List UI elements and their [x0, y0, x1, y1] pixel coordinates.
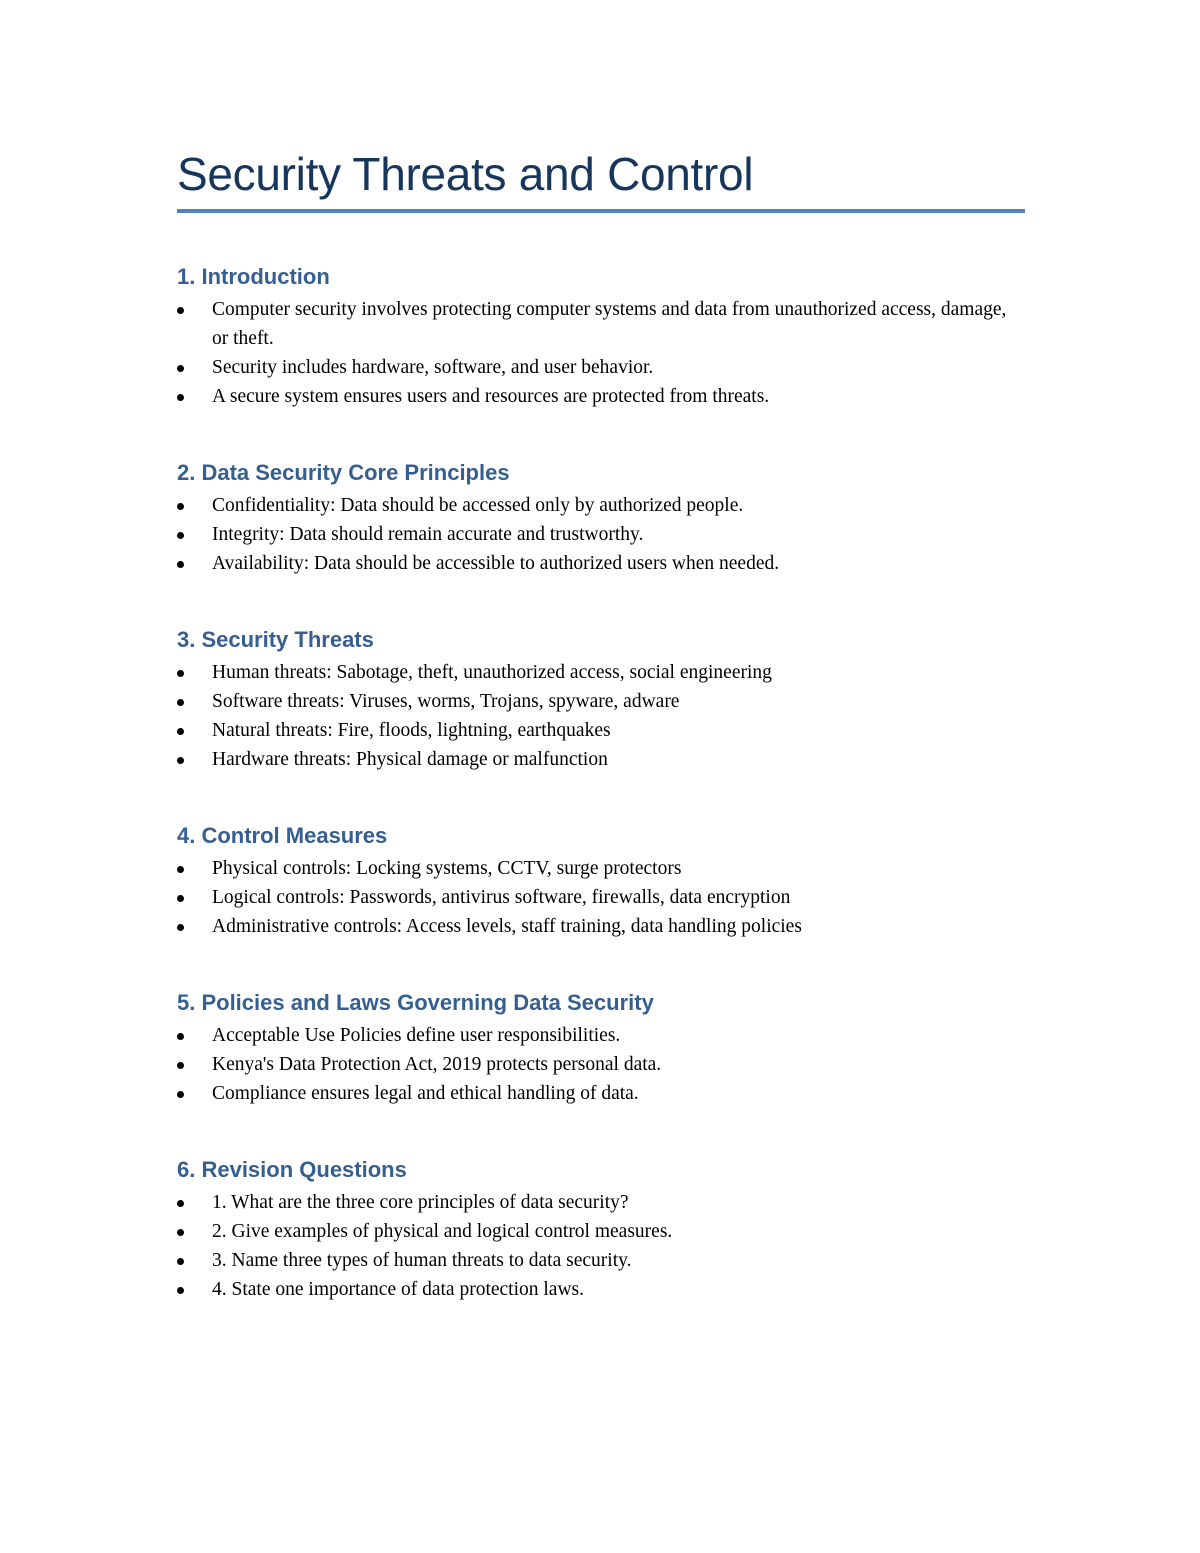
list-item-text: 4. State one importance of data protection laws. [212, 1279, 585, 1300]
bullet-icon [177, 1287, 184, 1294]
list-item-text: Security includes hardware, software, and user behavior. [212, 357, 654, 378]
list-item [177, 1275, 1025, 1304]
list-item [177, 745, 1025, 774]
list-item-text: 3. Name three types of human threats to data security. [212, 1250, 632, 1271]
list-item [177, 491, 1025, 520]
bullet-icon [177, 1091, 184, 1098]
section-heading: 5. Policies and Laws Governing Data Security [177, 990, 654, 1015]
list-item-text: Human threats: Sabotage, theft, unauthorized access, social engineering [212, 662, 772, 683]
list-item [177, 687, 1025, 716]
list-item [177, 1079, 1025, 1108]
list-item-text: Computer security involves protecting computer systems and data from unauthorized access, damage, or theft. [212, 299, 1007, 349]
bullet-list [177, 854, 1025, 941]
list-item-text: Compliance ensures legal and ethical handling of data. [212, 1083, 639, 1104]
list-item-text: Confidentiality: Data should be accessed only by authorized people. [212, 495, 744, 516]
section-heading: 3. Security Threats [177, 627, 374, 652]
list-item [177, 912, 1025, 941]
section [177, 987, 1025, 1108]
section [177, 457, 1025, 578]
document-title: Security Threats and Control [177, 148, 754, 200]
section-heading: 6. Revision Questions [177, 1157, 407, 1182]
list-item-text: 1. What are the three core principles of data security? [212, 1192, 629, 1213]
section [177, 624, 1025, 774]
bullet-list [177, 658, 1025, 774]
list-item-text: Acceptable Use Policies define user responsibilities. [212, 1025, 621, 1046]
bullet-icon [177, 561, 184, 568]
bullet-icon [177, 924, 184, 931]
list-item [177, 1050, 1025, 1079]
bullet-icon [177, 728, 184, 735]
bullet-icon [177, 1062, 184, 1069]
list-item [177, 854, 1025, 883]
bullet-icon [177, 307, 184, 314]
list-item [177, 658, 1025, 687]
bullet-list [177, 295, 1025, 411]
bullet-icon [177, 670, 184, 677]
list-item-text: A secure system ensures users and resources are protected from threats. [212, 386, 770, 407]
bullet-icon [177, 866, 184, 873]
section-heading: 2. Data Security Core Principles [177, 460, 510, 485]
list-item [177, 1217, 1025, 1246]
list-item-text: Kenya's Data Protection Act, 2019 protects personal data. [212, 1054, 662, 1075]
list-item [177, 382, 1025, 411]
list-item-text: Natural threats: Fire, floods, lightning, earthquakes [212, 720, 611, 741]
list-item-text: Availability: Data should be accessible to authorized users when needed. [212, 553, 780, 574]
bullet-icon [177, 394, 184, 401]
bullet-icon [177, 532, 184, 539]
list-item-text: Logical controls: Passwords, antivirus software, firewalls, data encryption [212, 887, 791, 908]
section-heading: 1. Introduction [177, 264, 330, 289]
section [177, 820, 1025, 941]
bullet-list [177, 1188, 1025, 1304]
section-heading: 4. Control Measures [177, 823, 388, 848]
bullet-icon [177, 757, 184, 764]
title-underline [177, 209, 1025, 213]
list-item-text: Physical controls: Locking systems, CCTV, surge protectors [212, 858, 682, 879]
list-item-text: Hardware threats: Physical damage or malfunction [212, 749, 608, 770]
bullet-icon [177, 1033, 184, 1040]
list-item-text: Software threats: Viruses, worms, Trojans, spyware, adware [212, 691, 680, 712]
bullet-icon [177, 895, 184, 902]
list-item-text: Integrity: Data should remain accurate and trustworthy. [212, 524, 644, 545]
list-item [177, 520, 1025, 549]
list-item [177, 716, 1025, 745]
list-item [177, 353, 1025, 382]
list-item-text: Administrative controls: Access levels, staff training, data handling policies [212, 916, 802, 937]
list-item [177, 1188, 1025, 1217]
bullet-icon [177, 1200, 184, 1207]
document-page [177, 140, 1025, 1304]
section [177, 261, 1025, 411]
list-item [177, 1246, 1025, 1275]
bullet-icon [177, 1258, 184, 1265]
section [177, 1154, 1025, 1304]
bullet-list [177, 1021, 1025, 1108]
bullet-icon [177, 699, 184, 706]
bullet-icon [177, 1229, 184, 1236]
bullet-icon [177, 365, 184, 372]
list-item-text: 2. Give examples of physical and logical control measures. [212, 1221, 673, 1242]
list-item [177, 295, 1025, 353]
bullet-icon [177, 503, 184, 510]
document-sections [177, 261, 1025, 1304]
list-item [177, 883, 1025, 912]
list-item [177, 1021, 1025, 1050]
list-item [177, 549, 1025, 578]
bullet-list [177, 491, 1025, 578]
